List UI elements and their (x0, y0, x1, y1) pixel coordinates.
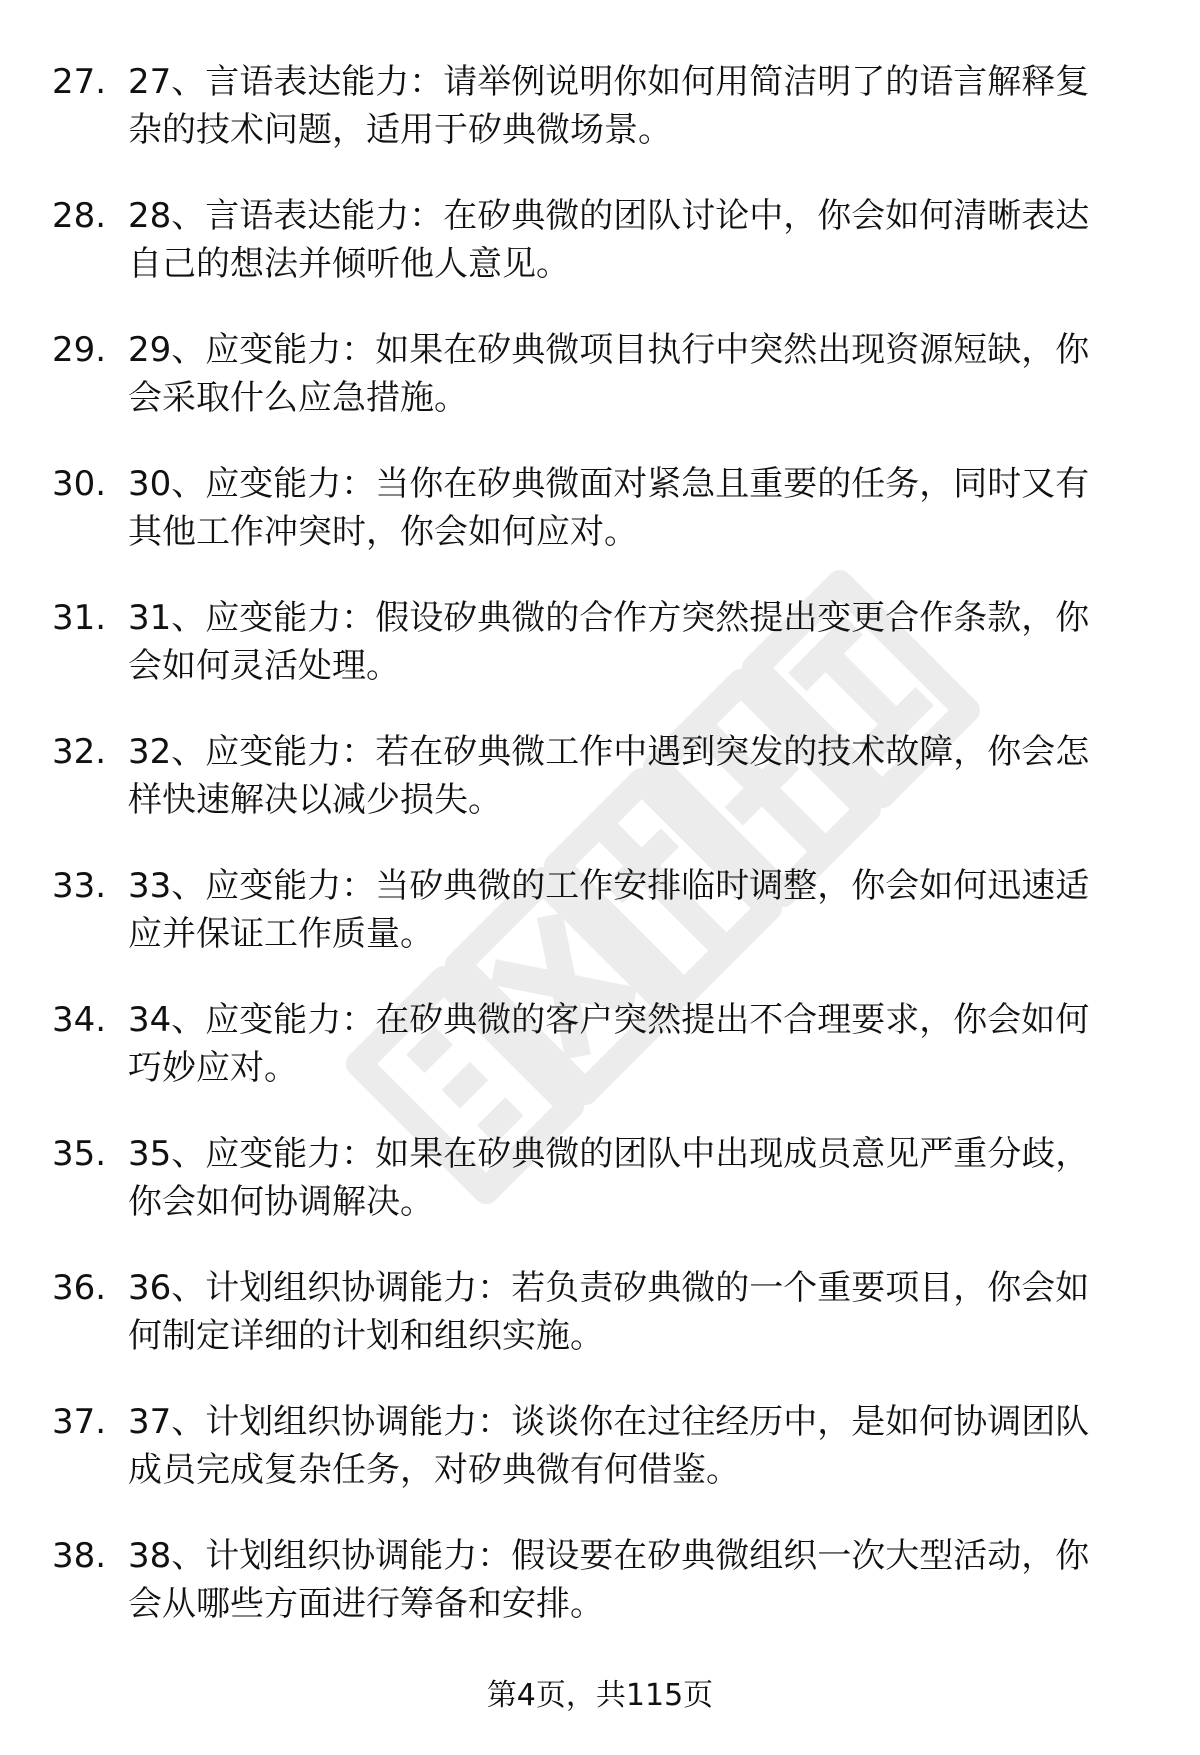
question-text-line: 会如何灵活处理。 (128, 646, 400, 686)
question-text-line: 会采取什么应急措施。 (128, 378, 468, 418)
question-text (128, 1130, 1148, 1226)
question-item (0, 192, 1200, 326)
question-text-line: 38、计划组织协调能力：假设要在矽典微组织一次大型活动，你 (128, 1536, 1090, 1576)
question-text-line: 34、应变能力：在矽典微的客户突然提出不合理要求，你会如何 (128, 1000, 1090, 1040)
question-text-line: 37、计划组织协调能力：谈谈你在过往经历中，是如何协调团队 (128, 1402, 1090, 1442)
question-text (128, 326, 1148, 422)
question-number: 33. (52, 866, 107, 906)
question-text-line: 28、言语表达能力：在矽典微的团队讨论中，你会如何清晰表达 (128, 196, 1090, 236)
question-number: 32. (52, 732, 107, 772)
page-footer (0, 1676, 1200, 1716)
question-item (0, 58, 1200, 192)
question-text (128, 728, 1148, 824)
question-list (0, 58, 1200, 1666)
question-number: 31. (52, 598, 107, 638)
question-number: 30. (52, 464, 107, 504)
question-item (0, 326, 1200, 460)
question-item (0, 594, 1200, 728)
question-text-line: 27、言语表达能力：请举例说明你如何用简洁明了的语言解释复 (128, 62, 1090, 102)
question-text-line: 35、应变能力：如果在矽典微的团队中出现成员意见严重分歧， (128, 1134, 1090, 1174)
question-text (128, 1264, 1148, 1360)
question-number: 28. (52, 196, 107, 236)
question-item (0, 1532, 1200, 1666)
question-text (128, 594, 1148, 690)
question-item (0, 460, 1200, 594)
question-item (0, 862, 1200, 996)
question-text-line: 自己的想法并倾听他人意见。 (128, 244, 570, 284)
question-number: 36. (52, 1268, 107, 1308)
question-text (128, 862, 1148, 958)
question-text-line: 36、计划组织协调能力：若负责矽典微的一个重要项目，你会如 (128, 1268, 1090, 1308)
question-number: 34. (52, 1000, 107, 1040)
question-item (0, 1398, 1200, 1532)
question-text-line: 成员完成复杂任务，对矽典微有何借鉴。 (128, 1450, 740, 1490)
question-text-line: 32、应变能力：若在矽典微工作中遇到突发的技术故障，你会怎 (128, 732, 1090, 772)
question-number: 37. (52, 1402, 107, 1442)
question-text-line: 你会如何协调解决。 (128, 1182, 434, 1222)
question-text-line: 33、应变能力：当矽典微的工作安排临时调整，你会如何迅速适 (128, 866, 1090, 906)
question-number: 38. (52, 1536, 107, 1576)
question-item (0, 1130, 1200, 1264)
question-item (0, 728, 1200, 862)
page-number-label: 第4页，共115页 (486, 1678, 714, 1713)
question-text (128, 192, 1148, 288)
question-text-line: 应并保证工作质量。 (128, 914, 434, 954)
question-text (128, 996, 1148, 1092)
question-text-line: 29、应变能力：如果在矽典微项目执行中突然出现资源短缺，你 (128, 330, 1090, 370)
question-text (128, 1532, 1148, 1628)
question-text-line: 杂的技术问题，适用于矽典微场景。 (128, 110, 672, 150)
question-text-line: 何制定详细的计划和组织实施。 (128, 1316, 604, 1356)
question-text (128, 460, 1148, 556)
question-text-line: 30、应变能力：当你在矽典微面对紧急且重要的任务，同时又有 (128, 464, 1090, 504)
question-text-line: 31、应变能力：假设矽典微的合作方突然提出变更合作条款，你 (128, 598, 1090, 638)
question-number: 27. (52, 62, 107, 102)
question-number: 35. (52, 1134, 107, 1174)
question-text-line: 样快速解决以减少损失。 (128, 780, 502, 820)
question-text-line: 会从哪些方面进行筹备和安排。 (128, 1584, 604, 1624)
question-number: 29. (52, 330, 107, 370)
question-item (0, 996, 1200, 1130)
question-text (128, 58, 1148, 154)
question-text-line: 其他工作冲突时，你会如何应对。 (128, 512, 638, 552)
question-text-line: 巧妙应对。 (128, 1048, 298, 1088)
question-item (0, 1264, 1200, 1398)
question-text (128, 1398, 1148, 1494)
